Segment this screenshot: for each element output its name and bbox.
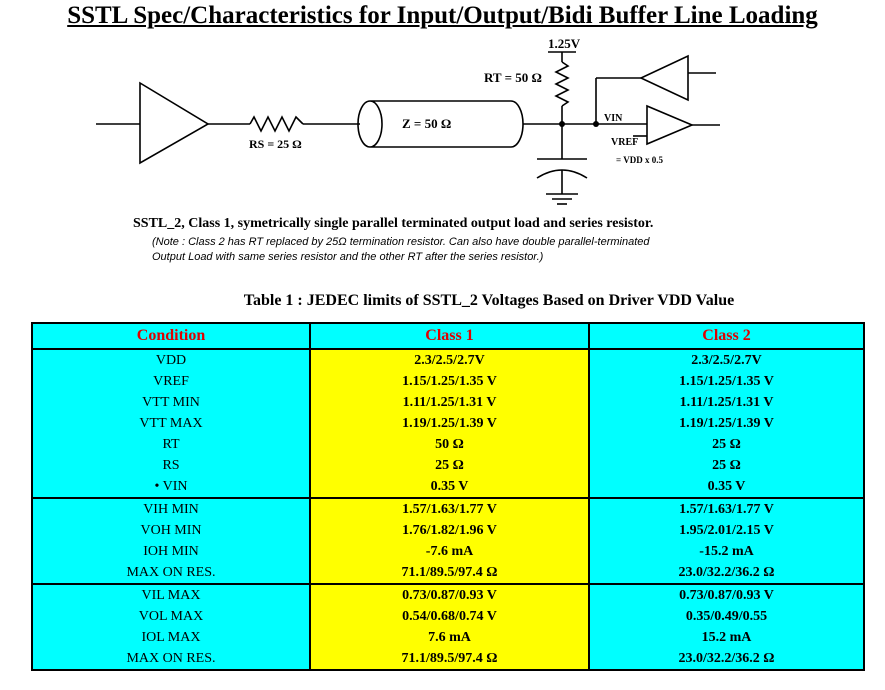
impedance-label: Z = 50 Ω (402, 116, 452, 131)
condition-cell: IOH MIN (33, 541, 310, 562)
table-row (33, 392, 863, 413)
condition-cell: VOL MAX (33, 606, 310, 627)
termination-resistor-rt (556, 62, 568, 106)
condition-cell: VIL MAX (33, 584, 310, 606)
table-row (33, 455, 863, 476)
table-row (33, 541, 863, 562)
supply-label: 1.25V (548, 36, 581, 51)
class-2-cell: 1.95/2.01/2.15 V (589, 520, 863, 541)
figure-caption: SSTL_2, Class 1, symetrically single parallel terminated output load and series resistor. (133, 216, 654, 231)
class-1-cell: 0.73/0.87/0.93 V (310, 584, 589, 606)
class-1-cell: 71.1/89.5/97.4 Ω (310, 562, 589, 584)
table-row (33, 498, 863, 520)
rt-label: RT = 50 Ω (484, 70, 542, 85)
caption-note-line-1: (Note : Class 2 has RT replaced by 25Ω termination resistor. Can also have double parallel-terminated (152, 236, 650, 248)
class-2-cell: 23.0/32.2/36.2 Ω (589, 648, 863, 669)
class-2-cell: 1.19/1.25/1.39 V (589, 413, 863, 434)
condition-cell: • VIN (33, 476, 310, 498)
class-2-cell: 1.11/1.25/1.31 V (589, 392, 863, 413)
driver-buffer-symbol (140, 83, 208, 163)
class-1-cell: 1.57/1.63/1.77 V (310, 498, 589, 520)
header-class-1: Class 1 (310, 324, 589, 349)
class-1-cell: 1.11/1.25/1.31 V (310, 392, 589, 413)
vref-label: VREF (611, 137, 639, 148)
class-2-cell: 1.57/1.63/1.77 V (589, 498, 863, 520)
table-row (33, 562, 863, 584)
termination-schematic (0, 30, 885, 220)
caption-note-line-2: Output Load with same series resistor and the other RT after the series resistor.) (152, 251, 544, 263)
vin-label: VIN (604, 113, 623, 124)
vin-junction-dot (593, 121, 599, 127)
table-row (33, 520, 863, 541)
class-1-cell: 0.54/0.68/0.74 V (310, 606, 589, 627)
condition-cell: RS (33, 455, 310, 476)
series-resistor-rs (250, 117, 303, 131)
condition-cell: IOL MAX (33, 627, 310, 648)
rs-label: RS = 25 Ω (249, 137, 302, 151)
table-header-row (33, 324, 863, 349)
vref-equation-label: = VDD x 0.5 (616, 155, 663, 165)
condition-cell: VTT MAX (33, 413, 310, 434)
class-2-cell: 1.15/1.25/1.35 V (589, 371, 863, 392)
table-row (33, 371, 863, 392)
table-row (33, 584, 863, 606)
condition-cell: VIH MIN (33, 498, 310, 520)
page-title: SSTL Spec/Characteristics for Input/Output/Bidi Buffer Line Loading (67, 2, 818, 29)
class-1-cell: 71.1/89.5/97.4 Ω (310, 648, 589, 669)
condition-cell: MAX ON RES. (33, 562, 310, 584)
class-1-cell: 7.6 mA (310, 627, 589, 648)
class-2-cell: 23.0/32.2/36.2 Ω (589, 562, 863, 584)
class-2-cell: 0.35 V (589, 476, 863, 498)
class-2-cell: 25 Ω (589, 434, 863, 455)
class-1-cell: 1.76/1.82/1.96 V (310, 520, 589, 541)
class-2-cell: -15.2 mA (589, 541, 863, 562)
table-row (33, 413, 863, 434)
table-row (33, 349, 863, 371)
class-1-cell: 1.15/1.25/1.35 V (310, 371, 589, 392)
class-2-cell: 0.35/0.49/0.55 (589, 606, 863, 627)
receiver-buffer-symbol (647, 106, 692, 144)
class-2-cell: 25 Ω (589, 455, 863, 476)
class-1-cell: 2.3/2.5/2.7V (310, 349, 589, 371)
condition-cell: VDD (33, 349, 310, 371)
class-1-cell: 50 Ω (310, 434, 589, 455)
class-1-cell: 1.19/1.25/1.39 V (310, 413, 589, 434)
condition-cell: VREF (33, 371, 310, 392)
table-title: Table 1 : JEDEC limits of SSTL_2 Voltages Based on Driver VDD Value (243, 292, 735, 309)
condition-cell: MAX ON RES. (33, 648, 310, 669)
class-2-cell: 15.2 mA (589, 627, 863, 648)
class-2-cell: 2.3/2.5/2.7V (589, 349, 863, 371)
table-row (33, 606, 863, 627)
table-row (33, 627, 863, 648)
condition-cell: RT (33, 434, 310, 455)
class-1-cell: -7.6 mA (310, 541, 589, 562)
node-junction-dot (559, 121, 565, 127)
table-row (33, 434, 863, 455)
condition-cell: VOH MIN (33, 520, 310, 541)
jedec-limits-table (31, 322, 865, 671)
class-2-cell: 0.73/0.87/0.93 V (589, 584, 863, 606)
header-class-2: Class 2 (589, 324, 863, 349)
header-condition: Condition (33, 324, 310, 349)
table-row (33, 648, 863, 669)
class-1-cell: 25 Ω (310, 455, 589, 476)
table-row (33, 476, 863, 498)
condition-cell: VTT MIN (33, 392, 310, 413)
class-1-cell: 0.35 V (310, 476, 589, 498)
upper-buffer-symbol (641, 56, 688, 100)
